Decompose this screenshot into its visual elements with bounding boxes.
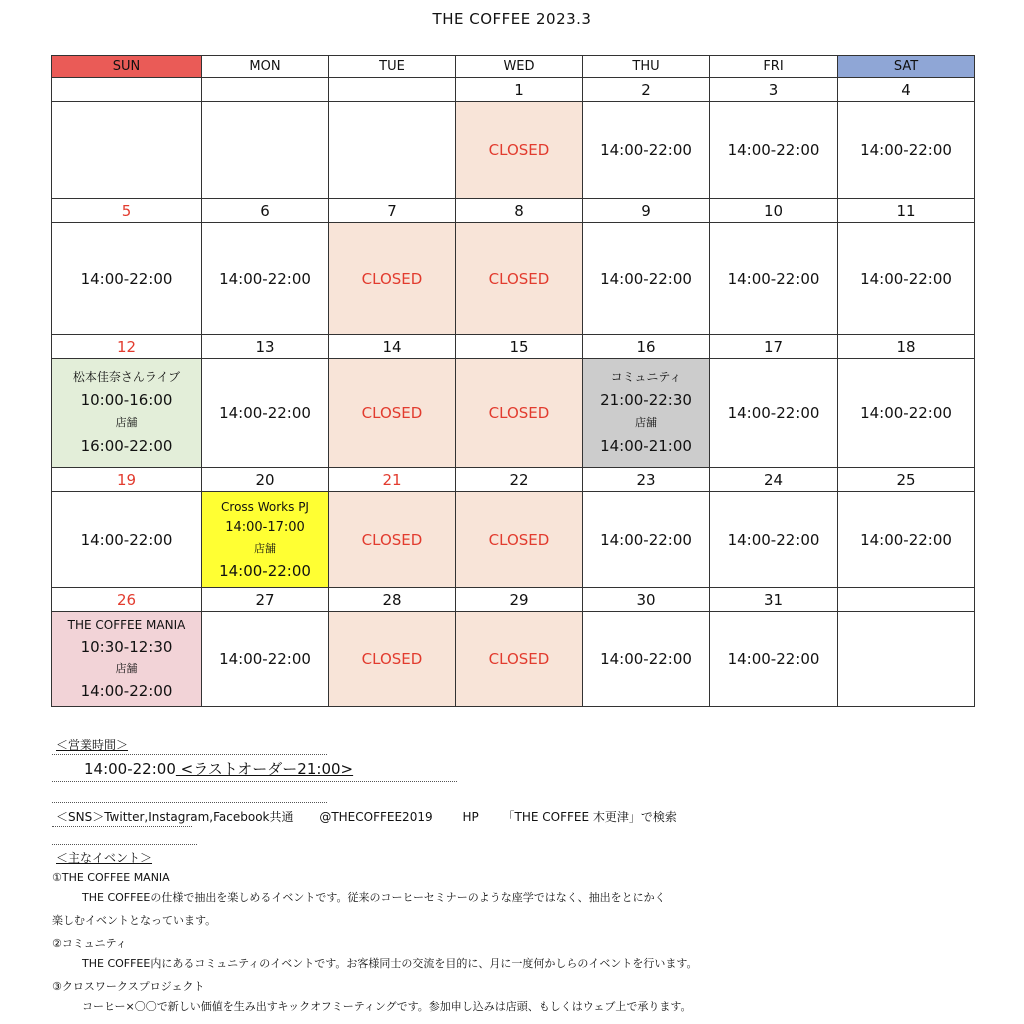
- day-cell-hours: 14:00-22:00: [710, 223, 838, 335]
- hp-search: 「THE COFFEE 木更津」で検索: [502, 810, 677, 824]
- hp-label: HP: [462, 810, 479, 824]
- date-number-sunday: 5: [52, 199, 202, 223]
- sns-label: ＜SNS＞Twitter,Instagram,Facebook共通: [56, 810, 294, 824]
- day-cell-hours: 14:00-22:00: [838, 359, 975, 468]
- event-title: コミュニティ: [610, 370, 682, 384]
- date-number: 23: [583, 468, 710, 492]
- date-number: 3: [710, 78, 838, 102]
- event-1-title: ①THE COFFEE MANIA: [52, 871, 170, 884]
- weekday-sat: SAT: [838, 56, 975, 78]
- day-cell-hours: 14:00-22:00: [52, 492, 202, 588]
- event-cell-community: [583, 359, 710, 468]
- day-cell-closed: CLOSED: [329, 223, 456, 335]
- weekday-sun: SUN: [52, 56, 202, 78]
- day-cell-hours: 14:00-22:00: [710, 492, 838, 588]
- date-number: 25: [838, 468, 975, 492]
- weekday-thu: THU: [583, 56, 710, 78]
- date-number: 14: [329, 335, 456, 359]
- event-title: Cross Works PJ: [221, 499, 309, 514]
- week-4-numbers: [52, 468, 975, 492]
- date-number: 27: [202, 588, 329, 612]
- dotted-divider: [52, 844, 197, 845]
- calendar-title: THE COFFEE 2023.3: [432, 10, 592, 28]
- store-time: 14:00-21:00: [600, 437, 692, 455]
- dotted-divider: [52, 826, 192, 827]
- day-cell-hours: 14:00-22:00: [710, 359, 838, 468]
- day-cell-empty: [838, 612, 975, 707]
- week-2-hours: [52, 223, 975, 335]
- event-cell-crossworks: [202, 492, 329, 588]
- store-label: 店舗: [635, 416, 657, 429]
- day-cell-closed: CLOSED: [456, 102, 583, 199]
- week-2-numbers: [52, 199, 975, 223]
- weekday-tue: TUE: [329, 56, 456, 78]
- day-cell-hours: 14:00-22:00: [583, 223, 710, 335]
- day-cell-empty: [202, 102, 329, 199]
- event-title: THE COFFEE MANIA: [67, 618, 186, 632]
- event-1-desc-cont: 楽しむイベントとなっています。: [52, 914, 217, 927]
- store-time: 16:00-22:00: [80, 437, 173, 455]
- calendar-grid: [51, 55, 975, 707]
- date-number: [838, 588, 975, 612]
- weekday-fri: FRI: [710, 56, 838, 78]
- week-5-hours: [52, 612, 975, 707]
- day-cell-hours: 14:00-22:00: [583, 492, 710, 588]
- day-cell-hours: 14:00-22:00: [838, 492, 975, 588]
- events-heading: ＜主なイベント＞: [56, 851, 153, 865]
- hours-heading: ＜営業時間＞: [56, 738, 129, 752]
- date-number: 18: [838, 335, 975, 359]
- last-order: <ラストオーダー21:00>: [175, 760, 354, 778]
- store-label: 店舗: [115, 416, 138, 429]
- event-cell-live: [52, 359, 202, 468]
- date-number: 20: [202, 468, 329, 492]
- day-cell-closed: CLOSED: [456, 359, 583, 468]
- store-time: 14:00-22:00: [80, 682, 173, 700]
- date-number: [202, 78, 329, 102]
- event-2-desc: THE COFFEE内にあるコミュニティのイベントです。お客様同士の交流を目的に、月に一度何かしらのイベントを行います。: [82, 957, 698, 970]
- event-time: 10:00-16:00: [80, 391, 173, 409]
- hours-value: 14:00-22:00: [84, 760, 176, 778]
- event-time: 14:00-17:00: [225, 519, 305, 535]
- dotted-divider: [52, 802, 327, 803]
- event-time: 10:30-12:30: [80, 638, 173, 656]
- event-title: 松本佳奈さんライブ: [72, 370, 181, 384]
- event-1-desc: THE COFFEEの仕様で抽出を楽しめるイベントです。従来のコーヒーセミナーのような座学ではなく、抽出をとにかく: [82, 891, 666, 904]
- day-cell-hours: 14:00-22:00: [710, 102, 838, 199]
- day-cell-closed: CLOSED: [329, 359, 456, 468]
- date-number: 16: [583, 335, 710, 359]
- date-number: 29: [456, 588, 583, 612]
- date-number-sunday: 12: [52, 335, 202, 359]
- week-1-hours: [52, 102, 975, 199]
- date-number: 31: [710, 588, 838, 612]
- sns-handle: @THECOFFEE2019: [319, 810, 433, 824]
- date-number: [329, 78, 456, 102]
- day-cell-closed: CLOSED: [329, 612, 456, 707]
- day-cell-hours: 14:00-22:00: [52, 223, 202, 335]
- week-4-hours: [52, 492, 975, 588]
- date-number: 6: [202, 199, 329, 223]
- date-number: 1: [456, 78, 583, 102]
- store-label: 店舗: [115, 662, 138, 675]
- day-cell-empty: [329, 102, 456, 199]
- date-number-holiday: 21: [329, 468, 456, 492]
- date-number: 17: [710, 335, 838, 359]
- week-5-numbers: [52, 588, 975, 612]
- day-cell-hours: 14:00-22:00: [838, 223, 975, 335]
- date-number: 11: [838, 199, 975, 223]
- weekday-header-row: [52, 56, 975, 78]
- event-2-title: ②コミュニティ: [52, 937, 127, 950]
- week-1-numbers: [52, 78, 975, 102]
- day-cell-hours: 14:00-22:00: [202, 359, 329, 468]
- date-number: 28: [329, 588, 456, 612]
- date-number: [52, 78, 202, 102]
- weekday-wed: WED: [456, 56, 583, 78]
- date-number: 24: [710, 468, 838, 492]
- event-3-title: ③クロスワークスプロジェクト: [52, 980, 205, 993]
- hours-line: [84, 758, 353, 779]
- date-number-sunday: 26: [52, 588, 202, 612]
- date-number-sunday: 19: [52, 468, 202, 492]
- day-cell-closed: CLOSED: [456, 223, 583, 335]
- day-cell-closed: CLOSED: [456, 492, 583, 588]
- event-3-desc: コーヒー×〇〇で新しい価値を生み出すキックオフミーティングです。参加申し込みは店頭、もしくはウェブ上で承ります。: [82, 1000, 692, 1013]
- week-3-numbers: [52, 335, 975, 359]
- day-cell-closed: CLOSED: [456, 612, 583, 707]
- store-label: 店舗: [254, 541, 276, 555]
- date-number: 2: [583, 78, 710, 102]
- day-cell-hours: 14:00-22:00: [202, 612, 329, 707]
- day-cell-hours: 14:00-22:00: [838, 102, 975, 199]
- date-number: 13: [202, 335, 329, 359]
- dotted-divider: [52, 781, 457, 782]
- date-number: 15: [456, 335, 583, 359]
- sns-line: [56, 808, 677, 825]
- date-number: 22: [456, 468, 583, 492]
- day-cell-hours: 14:00-22:00: [202, 223, 329, 335]
- date-number: 9: [583, 199, 710, 223]
- day-cell-closed: CLOSED: [329, 492, 456, 588]
- week-3-hours: [52, 359, 975, 468]
- store-time: 14:00-22:00: [219, 561, 311, 580]
- date-number: 8: [456, 199, 583, 223]
- day-cell-hours: 14:00-22:00: [710, 612, 838, 707]
- day-cell-hours: 14:00-22:00: [583, 102, 710, 199]
- day-cell-hours: 14:00-22:00: [583, 612, 710, 707]
- event-cell-mania: [52, 612, 202, 707]
- dotted-divider: [52, 754, 327, 755]
- date-number: 30: [583, 588, 710, 612]
- event-time: 21:00-22:30: [600, 391, 692, 409]
- date-number: 7: [329, 199, 456, 223]
- date-number: 10: [710, 199, 838, 223]
- day-cell-empty: [52, 102, 202, 199]
- date-number: 4: [838, 78, 975, 102]
- weekday-mon: MON: [202, 56, 329, 78]
